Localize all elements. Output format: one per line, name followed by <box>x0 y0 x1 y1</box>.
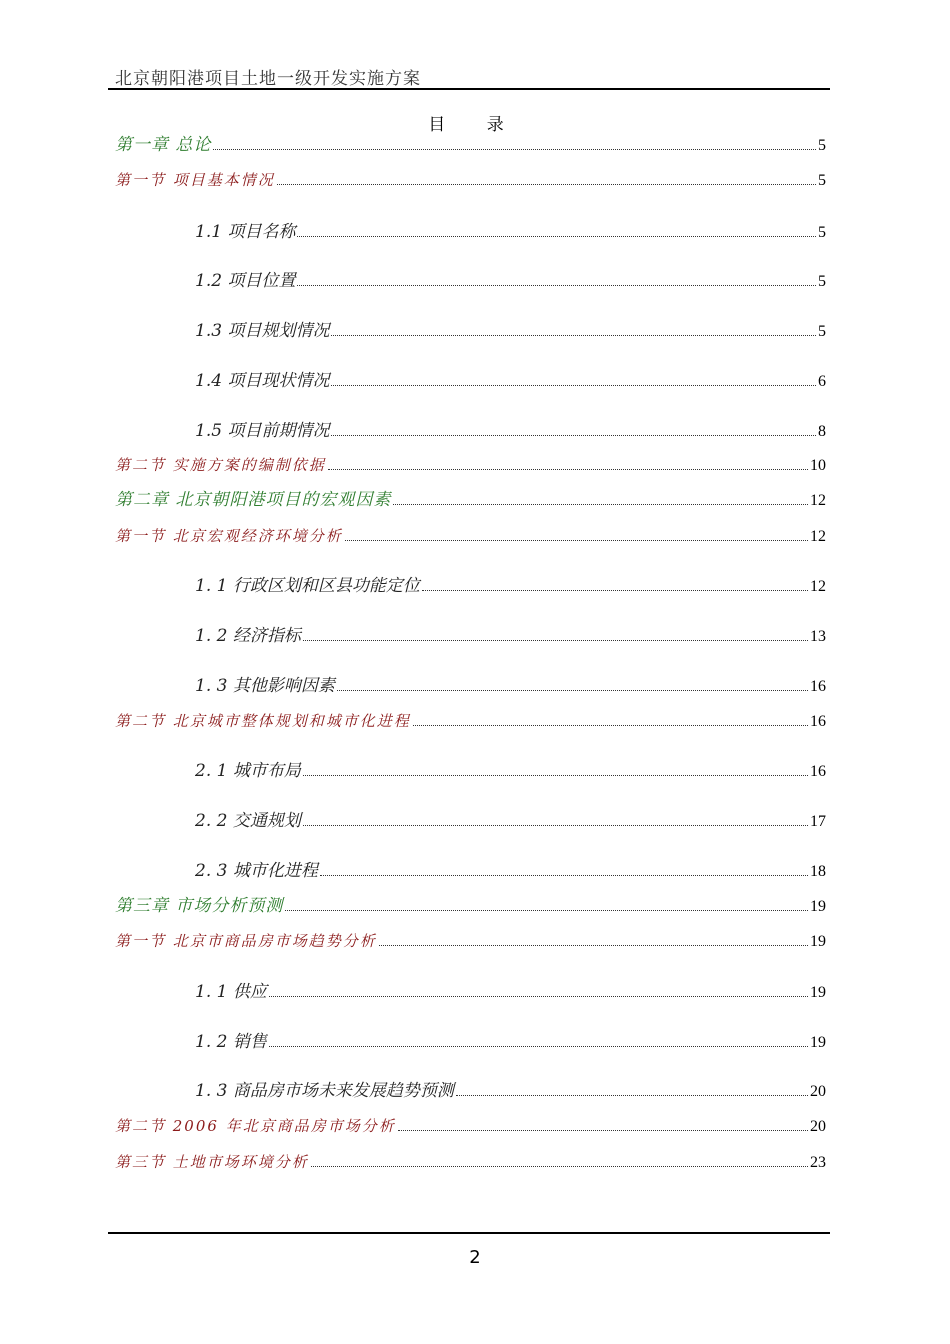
toc-leader-dots <box>413 725 808 726</box>
toc-entry[interactable] <box>115 486 826 510</box>
toc-entry[interactable] <box>195 417 826 441</box>
toc-entry-page: 8 <box>818 423 826 440</box>
toc-entry[interactable] <box>115 892 826 916</box>
toc-entry-page: 16 <box>810 713 826 730</box>
toc-entry-page: 12 <box>810 492 826 509</box>
toc-entry-title: 第三章 市场分析预测 <box>115 896 284 916</box>
toc-leader-dots <box>331 435 816 436</box>
toc-entry-page: 5 <box>818 172 826 189</box>
toc-entry-title: 2. 3 城市化进程 <box>195 861 318 881</box>
toc-entry[interactable] <box>115 166 826 190</box>
toc-entry-page: 23 <box>810 1154 826 1171</box>
toc-entry-page: 19 <box>810 1034 826 1051</box>
toc-entry-title: 1.5 项目前期情况 <box>195 421 330 441</box>
document-header-title: 北京朝阳港项目土地一级开发实施方案 <box>115 69 421 89</box>
toc-heading: 目 录 <box>428 115 522 135</box>
toc-leader-dots <box>303 640 808 641</box>
toc-leader-dots <box>297 236 816 237</box>
toc-entry-title: 第二节 实施方案的编制依据 <box>115 456 326 474</box>
toc-entry[interactable] <box>195 317 826 341</box>
toc-entry-title: 2. 2 交通规划 <box>195 811 301 831</box>
toc-entry-title: 1. 2 销售 <box>195 1032 267 1052</box>
toc-entry[interactable] <box>195 622 826 646</box>
toc-entry[interactable] <box>115 707 826 731</box>
toc-entry-page: 18 <box>810 863 826 880</box>
toc-leader-dots <box>303 775 808 776</box>
toc-leader-dots <box>456 1095 808 1096</box>
toc-entry-title: 1.1 项目名称 <box>195 222 296 242</box>
toc-entry[interactable] <box>195 757 826 781</box>
toc-entry[interactable] <box>195 367 826 391</box>
toc-entry-title: 第一章 总论 <box>115 135 212 155</box>
footer-rule <box>108 1232 830 1234</box>
toc-entry-page: 6 <box>818 373 826 390</box>
toc-entry-page: 17 <box>810 813 826 830</box>
toc-entry-title: 1.4 项目现状情况 <box>195 371 330 391</box>
toc-entry-title: 第二节 北京城市整体规划和城市化进程 <box>115 712 411 730</box>
toc-entry[interactable] <box>115 522 826 546</box>
toc-entry-title: 1. 3 商品房市场未来发展趋势预测 <box>195 1081 454 1101</box>
toc-entry-title: 2. 1 城市布局 <box>195 761 301 781</box>
toc-entry-title: 第一节 北京市商品房市场趋势分析 <box>115 932 377 950</box>
toc-entry-title: 1.3 项目规划情况 <box>195 321 330 341</box>
toc-entry-page: 19 <box>810 898 826 915</box>
toc-leader-dots <box>398 1130 808 1131</box>
toc-entry-title: 1. 1 供应 <box>195 982 267 1002</box>
toc-entry-title: 1. 1 行政区划和区县功能定位 <box>195 576 420 596</box>
toc-entry[interactable] <box>115 1112 826 1136</box>
toc-entry[interactable] <box>195 857 826 881</box>
toc-entry-page: 20 <box>810 1118 826 1135</box>
toc-entry-page: 20 <box>810 1083 826 1100</box>
toc-entry[interactable] <box>195 572 826 596</box>
toc-entry[interactable] <box>195 807 826 831</box>
toc-entry[interactable] <box>195 1028 826 1052</box>
toc-entry-page: 19 <box>810 984 826 1001</box>
toc-entry-page: 16 <box>810 678 826 695</box>
toc-leader-dots <box>213 149 816 150</box>
toc-entry-page: 5 <box>818 273 826 290</box>
toc-leader-dots <box>379 945 808 946</box>
toc-entry-title: 1. 2 经济指标 <box>195 626 301 646</box>
page-number: 2 <box>469 1247 481 1268</box>
toc-leader-dots <box>328 469 808 470</box>
toc-entry-title: 第三节 土地市场环境分析 <box>115 1153 309 1171</box>
toc-leader-dots <box>303 825 808 826</box>
toc-entry[interactable] <box>195 218 826 242</box>
toc-entry-page: 16 <box>810 763 826 780</box>
toc-entry-title: 第一节 项目基本情况 <box>115 171 275 189</box>
toc-leader-dots <box>285 910 808 911</box>
toc-entry-page: 12 <box>810 528 826 545</box>
toc-entry[interactable] <box>115 131 826 155</box>
toc-leader-dots <box>269 996 808 997</box>
toc-entry[interactable] <box>195 672 826 696</box>
toc-entry-page: 5 <box>818 224 826 241</box>
toc-entry-page: 10 <box>810 457 826 474</box>
toc-entry-title: 第二章 北京朝阳港项目的宏观因素 <box>115 490 392 510</box>
toc-leader-dots <box>331 335 816 336</box>
toc-entry[interactable] <box>115 1148 826 1172</box>
toc-entry-title: 第二节 2006 年北京商品房市场分析 <box>115 1117 396 1135</box>
toc-leader-dots <box>337 690 808 691</box>
toc-entry-page: 12 <box>810 578 826 595</box>
toc-entry-title: 1.2 项目位置 <box>195 271 296 291</box>
toc-entry-page: 5 <box>818 137 826 154</box>
toc-leader-dots <box>320 875 808 876</box>
toc-entry-page: 19 <box>810 933 826 950</box>
toc-leader-dots <box>331 385 816 386</box>
toc-entry-page: 5 <box>818 323 826 340</box>
toc-entry-page: 13 <box>810 628 826 645</box>
toc-leader-dots <box>345 540 808 541</box>
toc-leader-dots <box>269 1046 808 1047</box>
toc-entry[interactable] <box>195 1077 826 1101</box>
toc-leader-dots <box>297 285 816 286</box>
toc-entry[interactable] <box>195 978 826 1002</box>
toc-entry[interactable] <box>195 267 826 291</box>
toc-entry[interactable] <box>115 927 826 951</box>
toc-leader-dots <box>422 590 808 591</box>
toc-leader-dots <box>277 184 816 185</box>
toc-leader-dots <box>393 504 808 505</box>
toc-leader-dots <box>311 1166 808 1167</box>
toc-entry-title: 第一节 北京宏观经济环境分析 <box>115 527 343 545</box>
toc-entry-title: 1. 3 其他影响因素 <box>195 676 335 696</box>
toc-entry[interactable] <box>115 451 826 475</box>
